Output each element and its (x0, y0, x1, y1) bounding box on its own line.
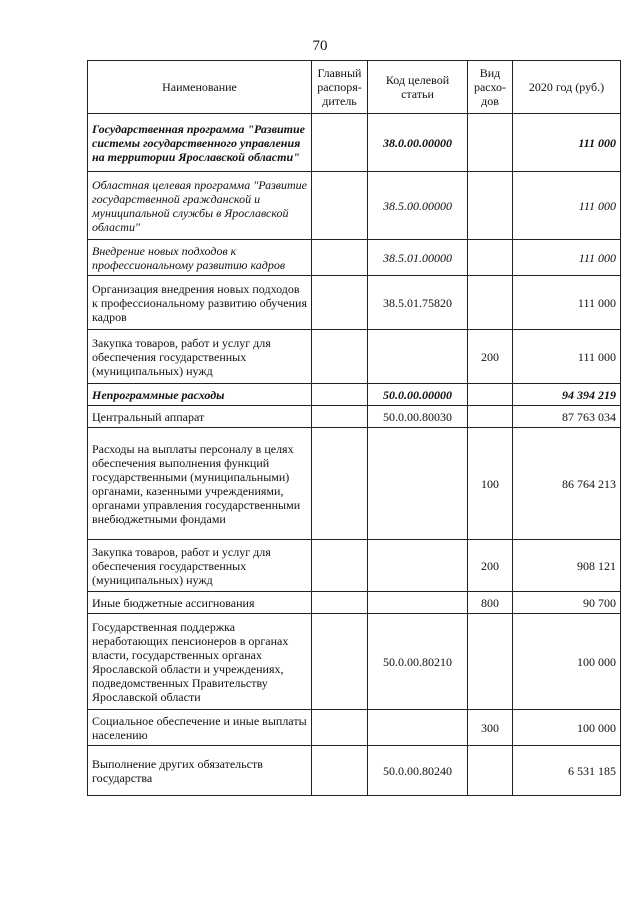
cell-kod: 38.5.01.75820 (368, 276, 468, 330)
cell-name: Внедрение новых подходов к профессиональному развитию кадров (88, 240, 312, 276)
table-row (88, 384, 621, 406)
cell-name: Центральный аппарат (88, 406, 312, 428)
cell-kod (368, 710, 468, 746)
cell-kod: 50.0.00.80210 (368, 614, 468, 710)
cell-vid: 800 (468, 592, 513, 614)
cell-name: Организация внедрения новых подходов к профессиональному развитию обучения кадров (88, 276, 312, 330)
table-row (88, 406, 621, 428)
cell-vid (468, 406, 513, 428)
cell-sum: 111 000 (513, 240, 621, 276)
cell-name: Государственная поддержка неработающих пенсионеров в органах власти, государственных органах Ярославской области и учреждениях, подведомственных Правительству Ярославской области (88, 614, 312, 710)
cell-kod (368, 330, 468, 384)
header-glav: Главный распоря-дитель (312, 61, 368, 114)
cell-vid (468, 114, 513, 172)
cell-sum: 94 394 219 (513, 384, 621, 406)
cell-name: Областная целевая программа "Развитие государственной гражданской и муниципальной службы в Ярославской области" (88, 172, 312, 240)
cell-vid (468, 240, 513, 276)
cell-name: Закупка товаров, работ и услуг для обеспечения государственных (муниципальных) нужд (88, 540, 312, 592)
cell-glav (312, 592, 368, 614)
cell-kod: 50.0.00.00000 (368, 384, 468, 406)
cell-vid: 200 (468, 540, 513, 592)
table-row (88, 276, 621, 330)
cell-kod: 50.0.00.80240 (368, 746, 468, 796)
cell-vid (468, 384, 513, 406)
cell-glav (312, 406, 368, 428)
cell-glav (312, 276, 368, 330)
cell-name: Государственная программа "Развитие системы государственного управления на территории Ярославской области" (88, 114, 312, 172)
table-row (88, 428, 621, 540)
cell-kod: 38.5.00.00000 (368, 172, 468, 240)
cell-sum: 100 000 (513, 710, 621, 746)
header-kod: Код целевой статьи (368, 61, 468, 114)
cell-glav (312, 540, 368, 592)
header-vid: Вид расхо-дов (468, 61, 513, 114)
cell-glav (312, 330, 368, 384)
cell-vid (468, 276, 513, 330)
table-row (88, 330, 621, 384)
cell-name: Выполнение других обязательств государства (88, 746, 312, 796)
cell-glav (312, 384, 368, 406)
table-row (88, 746, 621, 796)
cell-sum: 90 700 (513, 592, 621, 614)
cell-name: Иные бюджетные ассигнования (88, 592, 312, 614)
cell-kod (368, 428, 468, 540)
cell-glav (312, 172, 368, 240)
cell-glav (312, 614, 368, 710)
cell-sum: 111 000 (513, 276, 621, 330)
cell-name: Закупка товаров, работ и услуг для обеспечения государственных (муниципальных) нужд (88, 330, 312, 384)
cell-kod: 50.0.00.80030 (368, 406, 468, 428)
cell-vid: 300 (468, 710, 513, 746)
cell-vid (468, 746, 513, 796)
cell-glav (312, 240, 368, 276)
table-body (88, 114, 621, 796)
cell-glav (312, 710, 368, 746)
cell-sum: 100 000 (513, 614, 621, 710)
cell-glav (312, 114, 368, 172)
cell-sum: 111 000 (513, 114, 621, 172)
table-header-row (88, 61, 621, 114)
cell-sum: 87 763 034 (513, 406, 621, 428)
cell-sum: 111 000 (513, 172, 621, 240)
header-sum: 2020 год (руб.) (513, 61, 621, 114)
cell-glav (312, 746, 368, 796)
cell-name: Социальное обеспечение и иные выплаты населению (88, 710, 312, 746)
cell-sum: 908 121 (513, 540, 621, 592)
cell-vid (468, 614, 513, 710)
budget-table (87, 60, 621, 796)
cell-kod (368, 592, 468, 614)
cell-sum: 6 531 185 (513, 746, 621, 796)
header-name: Наименование (88, 61, 312, 114)
table-row (88, 592, 621, 614)
table-row (88, 540, 621, 592)
table-row (88, 114, 621, 172)
table-row (88, 240, 621, 276)
table-row (88, 614, 621, 710)
cell-kod: 38.5.01.00000 (368, 240, 468, 276)
cell-kod: 38.0.00.00000 (368, 114, 468, 172)
cell-kod (368, 540, 468, 592)
cell-sum: 86 764 213 (513, 428, 621, 540)
cell-name: Непрограммные расходы (88, 384, 312, 406)
cell-vid: 200 (468, 330, 513, 384)
table-row (88, 172, 621, 240)
cell-sum: 111 000 (513, 330, 621, 384)
cell-glav (312, 428, 368, 540)
cell-vid: 100 (468, 428, 513, 540)
cell-name: Расходы на выплаты персоналу в целях обеспечения выполнения функций государственными (муниципальными) органами, казенными учреждениями, органами управления государственными внебюджетными фондами (88, 428, 312, 540)
table-row (88, 710, 621, 746)
page-number: 70 (312, 38, 328, 54)
cell-vid (468, 172, 513, 240)
